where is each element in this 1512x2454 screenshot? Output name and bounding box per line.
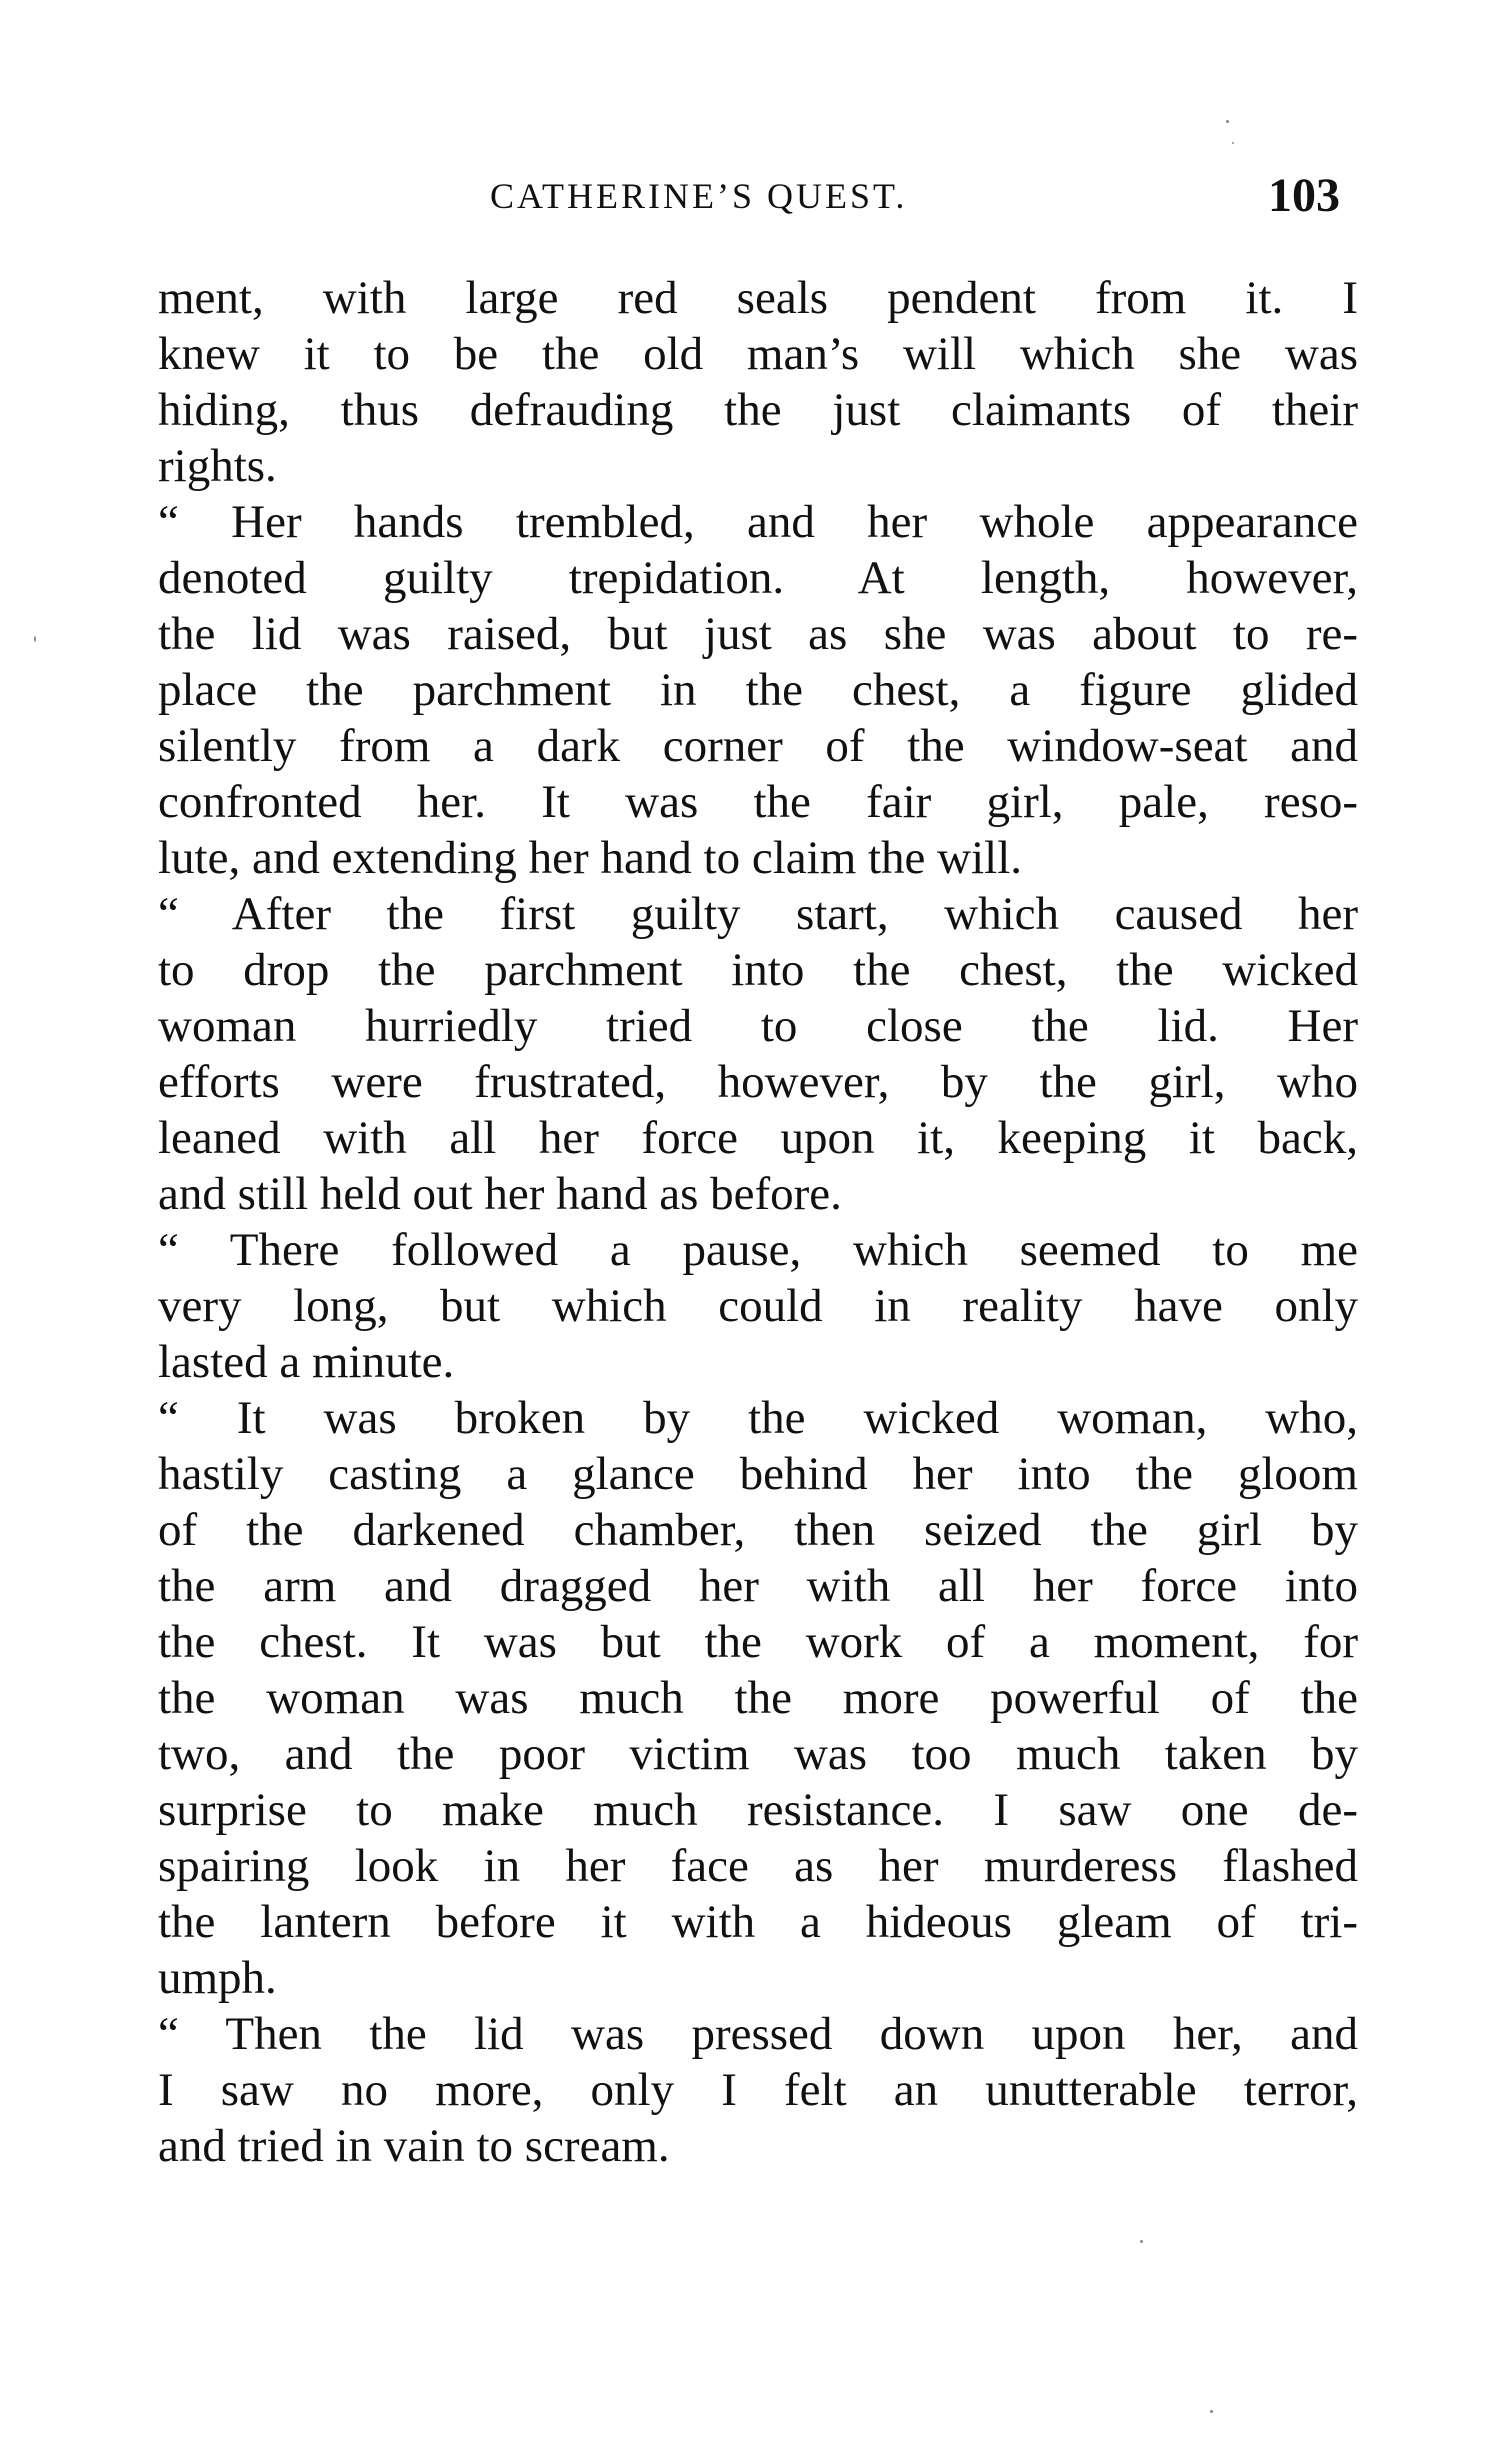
- text-line: efforts were frustrated, however, by the girl, who: [158, 1056, 1358, 1108]
- text-line: “ After the first guilty start, which caused her: [158, 888, 1358, 940]
- text-line: “ Then the lid was pressed down upon her, and: [158, 2008, 1358, 2060]
- text-line: “ It was broken by the wicked woman, who,: [158, 1392, 1358, 1444]
- text-line: and tried in vain to scream.: [158, 2120, 670, 2172]
- text-line: hiding, thus defrauding the just claimants of their: [158, 384, 1358, 436]
- text-line: two, and the poor victim was too much taken by: [158, 1728, 1358, 1780]
- scan-speck: [1226, 120, 1229, 123]
- text-line: ment, with large red seals pendent from it. I: [158, 272, 1358, 324]
- text-line: the woman was much the more powerful of the: [158, 1672, 1358, 1724]
- text-line: umph.: [158, 1952, 277, 2004]
- text-line: the lid was raised, but just as she was about to re-: [158, 608, 1358, 660]
- text-line: the chest. It was but the work of a moment, for: [158, 1616, 1358, 1668]
- text-line: woman hurriedly tried to close the lid. Her: [158, 1000, 1358, 1052]
- scan-speck: [1210, 2410, 1213, 2413]
- text-line: to drop the parchment into the chest, the wicked: [158, 944, 1358, 996]
- text-line: confronted her. It was the fair girl, pale, reso-: [158, 776, 1358, 828]
- scan-speck: [1232, 142, 1234, 144]
- text-line: place the parchment in the chest, a figure glided: [158, 664, 1358, 716]
- text-line: lasted a minute.: [158, 1336, 455, 1388]
- text-line: the lantern before it with a hideous gleam of tri-: [158, 1896, 1358, 1948]
- text-line: silently from a dark corner of the window-seat and: [158, 720, 1358, 772]
- text-line: rights.: [158, 440, 277, 492]
- text-line: and still held out her hand as before.: [158, 1168, 842, 1220]
- text-line: knew it to be the old man’s will which she was: [158, 328, 1358, 380]
- scan-speck: [34, 636, 36, 642]
- text-line: surprise to make much resistance. I saw one de-: [158, 1784, 1358, 1836]
- running-head-title: CATHERINE’S QUEST.: [490, 176, 908, 216]
- text-line: lute, and extending her hand to claim the will.: [158, 832, 1023, 884]
- text-line: leaned with all her force upon it, keeping it back,: [158, 1112, 1358, 1164]
- text-line: very long, but which could in reality have only: [158, 1280, 1358, 1332]
- text-line: I saw no more, only I felt an unutterable terror,: [158, 2064, 1358, 2116]
- page-number: 103: [1268, 169, 1340, 222]
- text-line: “ Her hands trembled, and her whole appearance: [158, 496, 1358, 548]
- text-line: of the darkened chamber, then seized the girl by: [158, 1504, 1358, 1556]
- text-line: denoted guilty trepidation. At length, however,: [158, 552, 1358, 604]
- body-text: [158, 270, 1358, 2174]
- text-line: spairing look in her face as her murderess flashed: [158, 1840, 1358, 1892]
- text-line: hastily casting a glance behind her into the gloom: [158, 1448, 1358, 1500]
- text-line: the arm and dragged her with all her force into: [158, 1560, 1358, 1612]
- scan-speck: [1140, 2240, 1143, 2243]
- text-line: “ There followed a pause, which seemed to me: [158, 1224, 1358, 1276]
